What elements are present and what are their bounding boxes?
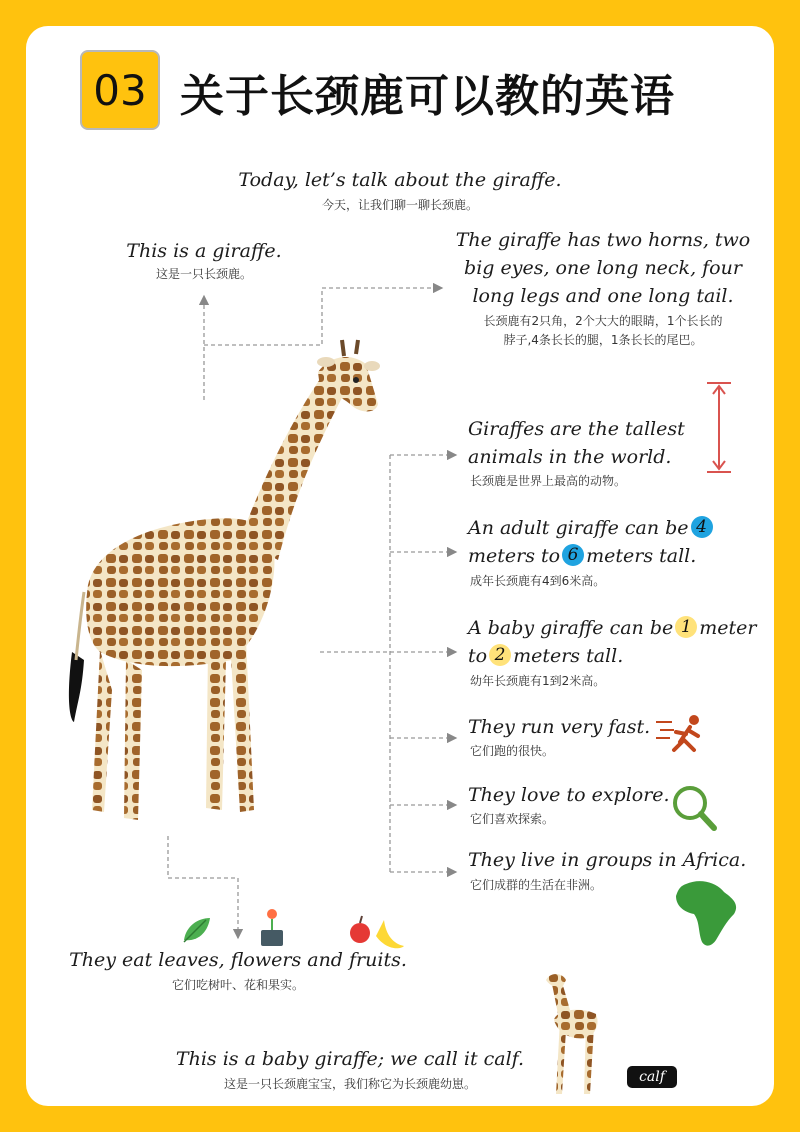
calf-tag: calf [627, 1066, 677, 1088]
number-dot: 4 [691, 516, 713, 538]
body-zh-2: 脖子,4条长长的腿，1条长长的尾巴。 [503, 333, 703, 347]
this-is-giraffe-en: This is a giraffe. [126, 240, 282, 262]
eat-zh: 它们吃树叶、花和果实。 [171, 978, 304, 992]
fast-en: They run very fast. [468, 716, 651, 738]
tallest-en-2: animals in the world. [468, 446, 672, 468]
section-number-badge: 03 [80, 50, 160, 130]
eat-en: They eat leaves, flowers and fruits. [69, 949, 407, 971]
running-person-icon [656, 715, 699, 750]
giraffe-illustration [69, 340, 380, 820]
leaf-icon [184, 918, 210, 942]
groups-zh: 它们成群的生活在非洲。 [470, 878, 603, 892]
number-dot: 1 [675, 616, 697, 638]
calf-illustration [546, 974, 598, 1094]
body-line-3: long legs and one long tail. [472, 285, 734, 307]
baby-text-1a: A baby giraffe can be [468, 617, 674, 639]
magnifier-icon [675, 788, 714, 828]
intro-zh: 今天，让我们聊一聊长颈鹿。 [321, 198, 478, 212]
body-line-2: big eyes, one long neck, four [464, 257, 742, 279]
height-arrow-icon [707, 383, 731, 472]
explore-en: They love to explore. [468, 784, 670, 806]
adult-text-2b: meters tall. [586, 545, 697, 567]
calf-en: This is a baby giraffe; we call it calf. [175, 1048, 525, 1070]
this-is-giraffe-zh: 这是一只长颈鹿。 [155, 267, 252, 281]
page-title: 关于长颈鹿可以教的英语 [180, 71, 675, 122]
baby-text-1b: meter [699, 617, 757, 639]
number-dot: 6 [562, 544, 584, 566]
intro-en: Today, let’s talk about the giraffe. [238, 169, 562, 191]
flower-pot-icon [261, 909, 283, 946]
adult-text-2a: meters to [468, 545, 561, 567]
adult-zh: 成年长颈鹿有4到6米高。 [470, 574, 606, 588]
body-zh-1: 长颈鹿有2只角，2个大大的眼睛，1个长长的 [483, 314, 723, 328]
tallest-zh: 长颈鹿是世界上最高的动物。 [470, 474, 627, 488]
banana-icon [376, 920, 404, 948]
baby-text-2b: meters tall. [513, 645, 624, 667]
body-line-1: The giraffe has two horns, two [455, 229, 751, 251]
baby-text-2a: to [468, 645, 488, 667]
explore-zh: 它们喜欢探索。 [470, 812, 555, 826]
groups-en: They live in groups in Africa. [468, 849, 747, 871]
calf-zh: 这是一只长颈鹿宝宝，我们称它为长颈鹿幼崽。 [223, 1077, 476, 1091]
tallest-en-1: Giraffes are the tallest [468, 418, 685, 440]
adult-text-1a: An adult giraffe can be [468, 517, 689, 539]
apple-icon [350, 916, 370, 943]
baby-zh: 幼年长颈鹿有1到2米高。 [470, 674, 606, 688]
fast-zh: 它们跑的很快。 [470, 744, 555, 758]
number-dot: 2 [489, 644, 511, 666]
africa-map-icon [676, 881, 736, 945]
